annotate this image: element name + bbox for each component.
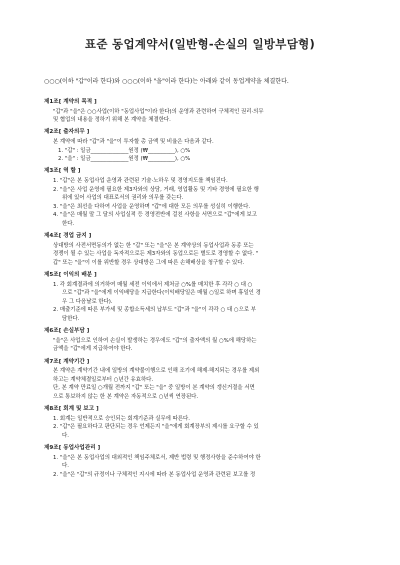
investment-item: 2. "을" : 일금______________원정 (₩__________), ○% xyxy=(58,156,191,163)
contract-body xyxy=(44,98,362,483)
list-item-cont: 우 그 다음날로 한다). xyxy=(62,298,113,305)
article-5 xyxy=(44,271,362,324)
list-item: 2. "갑"은 필요하다고 판단되는 경우 언제든지 "을"에게 회계장부의 제시를 요구할 수 있 xyxy=(53,424,259,431)
article-8 xyxy=(44,405,362,440)
intro-text: ○○○(이하 "갑"이라 한다)와 ○○○(이하 "을"이라 한다)는 아래와 같이 동업계약을 체결한다. xyxy=(44,78,289,85)
article-text: 본 계약은 계약기간 내에 일방의 계약불이행으로 인해 조기에 해제·해지되는 경우를 제외 xyxy=(53,368,260,375)
list-item: 2. 매출기준에 따른 부가세 및 종합소득세의 납부도 "갑"과 "을"이 각각 ○ 대 ○으로 부 xyxy=(53,307,256,314)
article-9 xyxy=(44,444,362,479)
list-item: 1. "을"은 본 동업사업의 대외적인 책임주체로서, 제반 법령 및 행정사항을 준수하여야 한 xyxy=(53,454,261,461)
article-text: 하고는 계약체결일로부터 ○년간 유효하다. xyxy=(53,376,154,383)
article-text: "갑"과 "을"은 ○○사업(이하 "동업사업"이라 한다)의 운영과 관련하여 구체적인 권리·의무 xyxy=(53,108,264,115)
list-item: 3. "을"은 최선을 다하여 사업을 운영하며 "갑"에 대한 모든 의무를 성실히 이행한다. xyxy=(53,203,251,210)
article-4 xyxy=(44,232,362,267)
article-text: 경쟁이 될 수 있는 사업을 독자적으로든 제3자와의 동업으로든 별도로 경영할 수 없다. " xyxy=(53,251,259,258)
list-item-cont: 담한다. xyxy=(62,316,80,323)
list-item-cont: 위에 있어 사업의 대표로서의 권리와 의무를 갖는다. xyxy=(62,195,184,202)
list-item: 1. 각 회계결과에 의거하여 매월 세전 이익에서 제처금 ○%를 매치한 후 각각 ○ 대 ○ xyxy=(53,281,253,288)
article-heading: 제3조[ 역 할 ] xyxy=(44,168,81,175)
article-text: 본 계약에 따라 "갑"과 "을"이 투자할 총 금액 및 비율은 다음과 같다. xyxy=(53,138,214,145)
list-item: 1. "갑"은 본 동업사업 운영과 관련된 기술·노하우 및 경영지도를 책임진다. xyxy=(53,177,228,184)
list-item: 4. "을"은 매월 말 그 달의 사업실적 등 경영전반에 걸친 사항을 서면으로 "갑"에게 보고 xyxy=(53,212,257,219)
article-2 xyxy=(44,128,362,163)
article-7 xyxy=(44,358,362,402)
article-text: "을"은 사업으로 인하여 손실이 발생하는 경우에도 "갑"의 출자액의 월 ○%에 해당하는 xyxy=(53,337,257,344)
document-title: 표준 동업계약서(일반형-손실의 일방부담형) xyxy=(84,37,316,51)
article-heading: 제4조[ 경업 금지 ] xyxy=(44,233,92,240)
list-item: 2. "을"은 사업 운영에 필요한 제3자와의 상담, 거래, 영업활동 및 기타 경영에 필요한 행 xyxy=(53,186,259,193)
list-item: 1. 회계는 일반적으로 승인되는 회계기준과 실무에 따른다. xyxy=(53,415,190,422)
article-1 xyxy=(44,98,362,125)
article-heading: 제6조[ 손실부담 ] xyxy=(44,328,90,335)
article-text: 으로 통보하지 않는 한 본 계약은 자동적으로 ○년씩 연장된다. xyxy=(53,393,199,400)
article-heading: 제2조[ 출자의무 ] xyxy=(44,129,90,136)
article-text: 단, 본 계약 만료일 ○개월 전까지 "갑" 또는 "을" 중 일방이 본 계약의 갱신거절을 서면 xyxy=(53,385,255,392)
list-item-cont: 다. xyxy=(62,432,69,439)
article-text: 및 협업의 내용을 정하기 위해 본 계약을 체결한다. xyxy=(53,117,171,124)
article-text: 상대방의 사전서면동의가 없는 한 "갑" 또는 "을"은 본 계약상의 동업사업과 동종 또는 xyxy=(53,242,254,249)
article-heading: 제8조[ 회계 및 보고 ] xyxy=(44,406,99,413)
investment-item: 1. "갑" : 일금______________원정 (₩__________), ○% xyxy=(58,147,191,154)
list-item: 2. "을"은 "갑"의 규정이나 구체적인 지시에 따라 본 동업사업 운영과 관련된 보고를 정 xyxy=(53,471,256,478)
article-text: 금액을 "갑"에게 지급하여야 한다. xyxy=(53,346,133,353)
article-text: 갑" 또는 "을"이 이를 위반할 경우 상대방은 그에 따른 손해배상을 청구할 수 있다. xyxy=(53,259,245,266)
article-6 xyxy=(44,327,362,354)
list-item-cont: 한다. xyxy=(62,220,75,227)
article-heading: 제9조[ 동업사업관리 ] xyxy=(44,445,101,452)
article-heading: 제7조[ 계약기간 ] xyxy=(44,358,90,365)
article-3 xyxy=(44,167,362,228)
list-item-cont: 다. xyxy=(62,463,69,470)
article-heading: 제5조[ 이익의 배분 ] xyxy=(44,272,97,279)
article-heading: 제1조[ 계약의 목적 ] xyxy=(44,99,97,105)
list-item-cont: 으로 "갑"과 "을"에게 이익배당을 지급한다(이익배당일은 매월 ○일로 하며 휴일인 경 xyxy=(62,290,261,297)
